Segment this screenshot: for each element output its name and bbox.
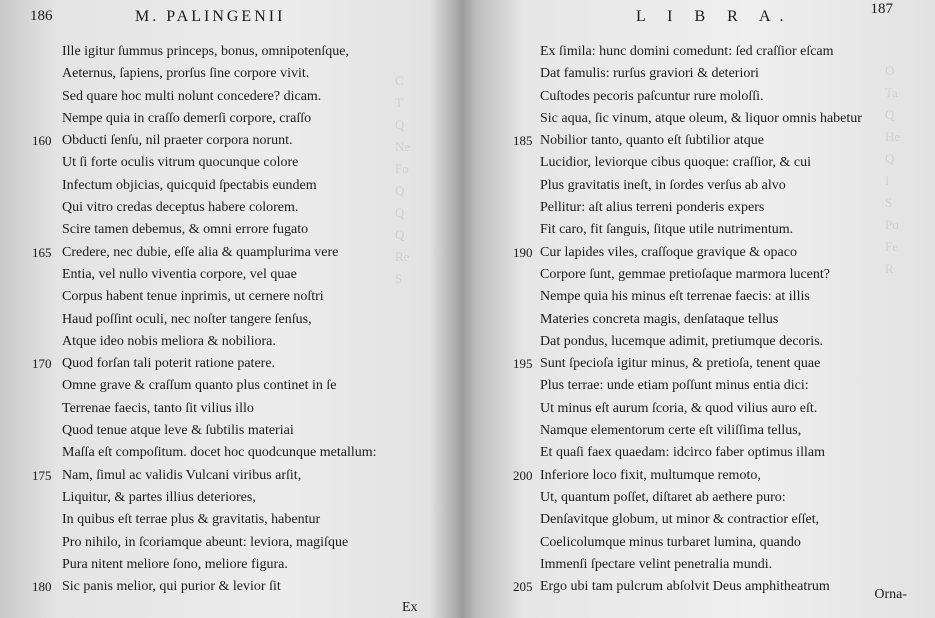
- verse-text: Coelicolumque minus turbaret lumina, quando: [540, 534, 801, 550]
- verse-text: Fit caro, fit ſanguis, ſitque utile nutrimentum.: [540, 222, 794, 238]
- verse-text: Ut ſi forte oculis vitrum quocunque colore: [62, 155, 299, 171]
- verse-line: [0, 197, 462, 219]
- page-number: 187: [870, 1, 893, 17]
- verse-text: Pro nihilo, in ſcoriamque abeunt: leviora, magiſque: [62, 534, 349, 550]
- verse-line: [468, 286, 935, 308]
- line-number: 165: [32, 244, 52, 260]
- line-number: 190: [513, 244, 533, 260]
- verse-line: [0, 264, 462, 286]
- verse-line: [0, 331, 462, 353]
- verse-text: Nam, ſimul ac validis Vulcani viribus arſit,: [62, 467, 302, 483]
- verse-text: Sunt ſpecioſa igitur minus, & pretioſa, tenent quae: [540, 356, 821, 372]
- verse-text: Qui vitro credas deceptus habere colorem.: [62, 200, 299, 216]
- verse-line: [468, 130, 935, 152]
- bleed-through-text: C T Q Ne Fo Q Q Q Re S: [395, 73, 411, 286]
- verse-text: Nobilior tanto, quanto eſt ſubtilior atque: [540, 133, 764, 149]
- verse-line: [0, 353, 462, 375]
- verse-line: [468, 353, 935, 375]
- verse-text: Dat famulis: rurſus graviori & deteriori: [540, 66, 759, 82]
- verse-text: Entia, vel nullo viventia corpore, vel quae: [62, 266, 297, 282]
- verse-line: [468, 197, 935, 219]
- verse-line: [0, 86, 462, 108]
- verse-line: [0, 130, 462, 152]
- verse-line: [468, 264, 935, 286]
- verse-line: [468, 420, 935, 442]
- verse-line: [468, 465, 935, 487]
- verse-line: [468, 554, 935, 576]
- verse-text: Et quaſi faex quaedam: idcirco faber optimus illam: [540, 445, 825, 461]
- line-number: 200: [513, 467, 533, 483]
- verse-text: Omne grave & craſſum quanto plus continet in ſe: [62, 378, 337, 394]
- verse-text: Quod forſan tali poterit ratione patere.: [62, 356, 276, 372]
- verse-text: Immenſi ſpectare velint penetralia mundi.: [540, 556, 773, 572]
- verse-line: [0, 509, 462, 531]
- verse-text: Denſavitque globum, ut minor & contractior eſſet,: [540, 512, 820, 528]
- verse-text: Ille igitur ſummus princeps, bonus, omnipotenſque,: [62, 44, 349, 59]
- verse-text: Nempe quia in craſſo demerſi corpore, craſſo: [62, 110, 312, 126]
- verse-block: [468, 41, 935, 598]
- verse-line: [0, 309, 462, 331]
- verse-text: Ut minus eſt aurum ſcoria, & quod vilius auro eſt.: [540, 400, 818, 416]
- verse-line: [468, 509, 935, 531]
- line-number: 195: [513, 356, 533, 372]
- line-number: 160: [32, 133, 52, 149]
- line-number: 180: [32, 579, 52, 595]
- verse-text: Quod tenue atque leve & ſubtilis materiai: [62, 423, 294, 439]
- verse-line: [468, 309, 935, 331]
- line-number: 185: [513, 133, 533, 149]
- bleed-through-text: O Ta Q He Q I S Po Fe R: [885, 63, 901, 276]
- verse-block: [0, 41, 462, 598]
- verse-line: [0, 219, 462, 241]
- verse-line: [468, 331, 935, 353]
- verse-text: Ex ſimila: hunc domini comedunt: ſed craſſior eſcam: [540, 44, 834, 59]
- verse-text: Plus terrae: unde etiam poſſunt minus entia dici:: [540, 378, 809, 394]
- left-page: [0, 0, 462, 618]
- verse-text: Scire tamen debemus, & omni errore fugato: [62, 222, 309, 238]
- verse-line: [468, 41, 935, 63]
- verse-line: [0, 442, 462, 464]
- verse-text: Infectum objicias, quicquid ſpectabis eundem: [62, 177, 317, 193]
- verse-line: [468, 442, 935, 464]
- verse-text: Maſſa eſt compoſitum. docet hoc quodcunque metallum:: [62, 445, 377, 461]
- verse-text: Dat pondus, lucemque adimit, pretiumque decoris.: [540, 333, 824, 349]
- verse-text: Sed quare hoc multi nolunt concedere? dicam.: [62, 88, 322, 104]
- verse-text: In quibus eſt terrae plus & gravitatis, habentur: [62, 512, 321, 528]
- verse-text: Aeternus, ſapiens, prorſus ſine corpore vivit.: [62, 66, 310, 82]
- verse-text: Cur lapides viles, craſſoque gravique & opaco: [540, 244, 797, 260]
- verse-line: [0, 532, 462, 554]
- line-number: 175: [32, 467, 52, 483]
- verse-line: [0, 286, 462, 308]
- verse-text: Ergo ubi tam pulcrum abſolvit Deus amphitheatrum: [540, 579, 830, 595]
- right-page: [468, 0, 935, 618]
- verse-text: Corpore ſunt, gemmae pretioſaque marmora lucent?: [540, 266, 831, 282]
- verse-text: Lucidior, leviorque cibus quoque: craſſior, & cui: [540, 155, 812, 171]
- verse-text: Ut, quantum poſſet, diſtaret ab aethere puro:: [540, 489, 786, 505]
- verse-line: [0, 152, 462, 174]
- running-title: M. PALINGENII: [135, 8, 286, 25]
- running-head: [0, 8, 462, 32]
- page-number: 186: [30, 8, 53, 24]
- verse-line: [468, 242, 935, 264]
- verse-line: [0, 576, 462, 598]
- verse-text: Sic aqua, ſic vinum, atque oleum, & liquor omnis habetur: [540, 110, 862, 126]
- verse-text: Haud poſſint oculi, nec noſter tangere ſenſus,: [62, 311, 312, 327]
- catchword: Orna-: [874, 587, 907, 602]
- verse-text: Terrenae faecis, tanto ſit vilius illo: [62, 400, 254, 416]
- running-title: L I B R A.: [636, 8, 793, 25]
- catchword: Ex: [402, 600, 418, 615]
- verse-line: [0, 465, 462, 487]
- verse-text: Corpus habent tenue inprimis, ut cernere noſtri: [62, 289, 324, 305]
- line-number: 205: [513, 579, 533, 595]
- verse-line: [0, 398, 462, 420]
- verse-line: [0, 375, 462, 397]
- line-number: 170: [32, 356, 52, 372]
- verse-line: [468, 375, 935, 397]
- verse-line: [0, 175, 462, 197]
- verse-line: [0, 41, 462, 63]
- verse-text: Materies concreta magis, denſataque tellus: [540, 311, 779, 327]
- verse-line: [0, 487, 462, 509]
- verse-text: Inferiore loco fixit, multumque remoto,: [540, 467, 761, 483]
- verse-text: Nempe quia his minus eſt terrenae faecis: at illis: [540, 289, 810, 305]
- verse-line: [0, 63, 462, 85]
- verse-text: Cuſtodes pecoris paſcuntur rure moloſſi.: [540, 88, 764, 104]
- verse-text: Pellitur: aſt alius terreni ponderis expers: [540, 200, 765, 216]
- verse-text: Atque ideo nobis meliora & nobiliora.: [62, 333, 276, 349]
- verse-line: [468, 398, 935, 420]
- verse-text: Sic panis melior, qui purior & levior ſit: [62, 579, 281, 595]
- verse-line: [468, 108, 935, 130]
- verse-line: [0, 554, 462, 576]
- verse-text: Credere, nec dubie, eſſe alia & quamplurima vere: [62, 244, 339, 260]
- verse-line: [468, 532, 935, 554]
- verse-line: [468, 63, 935, 85]
- verse-text: Pura nitent meliore ſono, meliore figura.: [62, 556, 288, 572]
- verse-line: [468, 576, 935, 598]
- verse-text: Namque elementorum certe eſt viliſſima tellus,: [540, 423, 802, 439]
- verse-line: [468, 487, 935, 509]
- verse-line: [468, 86, 935, 108]
- verse-text: Liquitur, & partes illius deteriores,: [62, 489, 256, 505]
- verse-line: [468, 219, 935, 241]
- verse-text: Obducti ſenſu, nil praeter corpora norunt.: [62, 133, 293, 149]
- running-head: [468, 1, 935, 32]
- verse-line: [0, 420, 462, 442]
- verse-line: [468, 175, 935, 197]
- verse-line: [0, 242, 462, 264]
- verse-line: [0, 108, 462, 130]
- verse-text: Plus gravitatis ineſt, in ſordes verſus ab alvo: [540, 177, 786, 193]
- verse-line: [468, 152, 935, 174]
